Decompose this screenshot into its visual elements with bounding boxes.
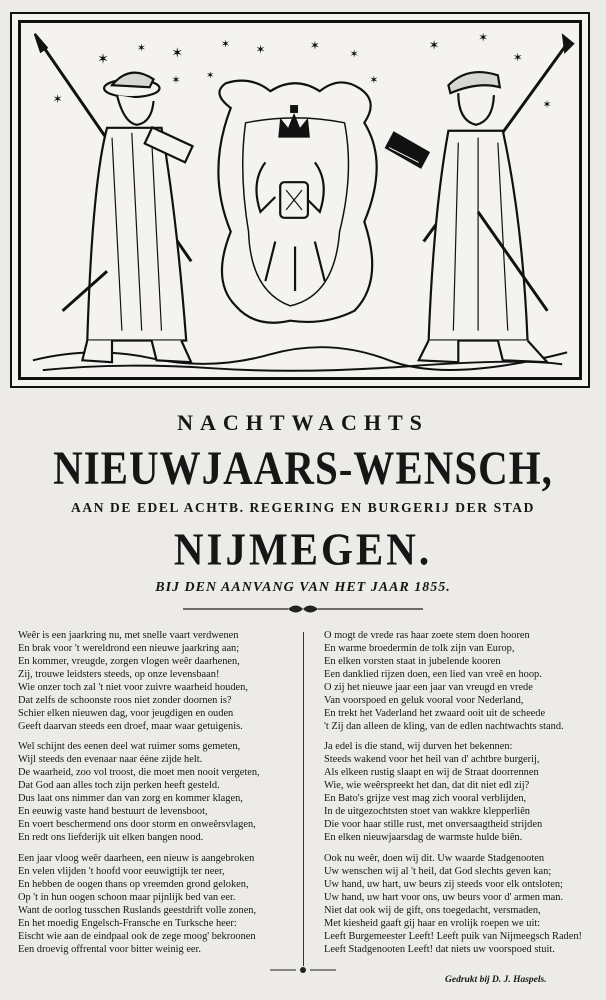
svg-text:✶: ✶ — [220, 38, 230, 51]
verse-line: O zij het nieuwe jaar een jaar van vreugd en vrede — [324, 682, 533, 693]
verse-line: En kommer, vreugde, zorgen vlogen weêr daarhenen, — [18, 656, 240, 667]
svg-text:✶: ✶ — [136, 42, 146, 55]
verse-line: Een jaar vloog weêr daarheen, een nieuw is aangebroken — [18, 853, 255, 864]
verse-line: Leeft Burgemeester Leeft! Leeft puik van Nijmeegsch Raden! — [324, 931, 583, 942]
verse-line: Die voor haar stille rust, met onversaagtheid strijden — [324, 819, 543, 830]
verse-line: En elken nieuwjaarsdag de warmste hulde biên. — [324, 832, 523, 843]
svg-text:✶: ✶ — [512, 50, 523, 65]
verse-line: Een droevig offrental voor bitter weinig eer. — [18, 944, 202, 955]
svg-text:✶: ✶ — [255, 42, 266, 57]
woodcut-scene — [12, 14, 588, 386]
woodcut-illustration — [10, 12, 590, 388]
svg-text:✶: ✶ — [52, 92, 63, 107]
verse-line: Leeft Stadgenooten Leeft! dat niets uw voorspoed stuit. — [324, 944, 555, 955]
stanza — [18, 852, 256, 956]
header-line: NACHTWACHTS — [177, 410, 429, 435]
stanza — [18, 740, 260, 844]
verse-line: Niet dat ook wij de gift, ons toegedacht, versmaden, — [324, 905, 541, 916]
verse-line: Geeft daarvan steeds een droef, maar waar getuigenis. — [18, 721, 243, 732]
crescent-moon-icon — [385, 42, 401, 72]
watchman-left-figure — [35, 34, 193, 362]
stanza — [324, 740, 542, 844]
verse-line: Weêr is een jaarkring nu, met snelle vaart verdwenen — [18, 630, 239, 641]
verse-line: Uw wenschen wij al 't heil, dat God slechts geven kan; — [324, 866, 552, 877]
verse-line: En redt ons liefderijk uit elken bangen nood. — [18, 832, 204, 843]
crown-icon — [278, 105, 310, 138]
svg-text:✶: ✶ — [349, 48, 359, 61]
svg-text:✶: ✶ — [309, 38, 320, 53]
verse-line: En trekt het Vaderland het zwaard ooit uit de scheede — [324, 708, 546, 719]
verse-line: Uw hand, uw hart voor ons, uw beurs voor d' armen man. — [324, 892, 564, 903]
stanza — [324, 629, 564, 733]
verse-line: Wel schijnt des eenen deel wat ruimer soms gemeten, — [18, 741, 241, 752]
svg-text:✶: ✶ — [171, 74, 181, 87]
verse-line: En velen vlijden 't hoofd voor eeuwigtijk ter neer, — [18, 866, 225, 877]
verse-line: En brak voor 't wereldrond een nieuwe jaarkring aan; — [18, 643, 240, 654]
dedication-line: AAN DE EDEL ACHTB. REGERING EN BURGERIJ DER STAD — [71, 500, 535, 515]
verse-line: Steeds wakend voor het heil van d' achtbre burgerij, — [324, 754, 540, 765]
main-title: NIEUWJAARS-WENSCH, — [53, 441, 553, 495]
verse-line: Wijl steeds den evenaar naar ééne zijde helt. — [18, 754, 203, 765]
year-line: BIJ DEN AANVANG VAN HET JAAR 1855. — [155, 580, 451, 595]
svg-text:✶: ✶ — [542, 98, 552, 111]
verse-line: En eeuwig vaste hand bestuurt de levensboot, — [18, 806, 208, 817]
svg-text:✶: ✶ — [206, 70, 215, 82]
verse-line: En het moedig Engelsch-Fransche en Turksche heer: — [18, 918, 237, 929]
verse-line: Ja edel is die stand, wij durven het bekennen: — [324, 741, 513, 752]
verse-line: Op 't in hun oogen schoon maar pijnlijk bed van eer. — [18, 892, 236, 903]
verse-line: Wie onzer toch zal 't niet voor zuivre waarheid houden, — [18, 682, 248, 693]
verse-line: Wie, wie weêrspreekt het dan, dat dit niet edl zij? — [324, 780, 530, 791]
verse-line: Van voorspoed en geluk vooral voor Nederland, — [324, 695, 524, 706]
verse-line: Schier elken nieuwen dag, voor jeugdigen en ouden — [18, 708, 234, 719]
printer-imprint: Gedrukt bij D. J. Haspels. — [445, 975, 547, 985]
verse-line: Een danklied rijzen doen, een lied van vreê en hoop. — [324, 669, 542, 680]
column-divider — [303, 632, 304, 966]
verse-line: Eischt wie aan de eindpaal ook de zege moog' bekroonen — [18, 931, 256, 942]
verse-line: En warme broedermin de tolk zijn van Europ, — [324, 643, 515, 654]
watchman-right-figure — [386, 36, 573, 362]
verse-line: Uw hand, uw hart, uw beurs zij steeds voor elk ontsloten; — [324, 879, 563, 890]
verse-line: En Bato's grijze vest mag zich vooral verblijden, — [324, 793, 527, 804]
svg-text:✶: ✶ — [478, 30, 489, 45]
verse-line: En voert beschermend ons door storm en onweêrsvlagen, — [18, 819, 256, 830]
stanza — [18, 629, 248, 733]
verse-line: Ook nu weêr, doen wij dit. Uw waarde Stadgenooten — [324, 853, 545, 864]
verse-line: Als elkeen rustig slaapt en wij de Straat doorrennen — [324, 767, 539, 778]
verse-line: Dat God aan alles toch zijn perken heeft gesteld. — [18, 780, 220, 791]
svg-text:✶: ✶ — [369, 74, 379, 87]
verse-line: In de uitgezochtsten stoet van wakkre klepperliên — [324, 806, 531, 817]
verse-line: Met kiesheid gaaft gij haar en vrolijk roepen we uit: — [324, 918, 541, 929]
coat-of-arms — [218, 81, 376, 323]
verse-line: Zij, trouwe leidsters steeds, op onze levensbaan! — [18, 669, 220, 680]
svg-text:✶: ✶ — [97, 51, 109, 67]
ornament-rule — [178, 602, 428, 616]
verse-line: Want de oorlog tusschen Ruslands geestdrift volle zonen, — [18, 905, 257, 916]
verse-line: De waarheid, zoo vol troost, die moet men nooit vergeten, — [18, 767, 260, 778]
verse-line: Dus laat ons nimmer dan van zorg en kommer klagen, — [18, 793, 243, 804]
closing-ornament — [268, 966, 338, 974]
svg-text:✶: ✶ — [428, 38, 440, 53]
verse-line: 't Zij dan alleen de kling, van de edlen nachtwachts stand. — [324, 721, 564, 732]
svg-text:✶: ✶ — [171, 45, 183, 61]
verse-line: O mogt de vrede ras haar zoete stem doen hooren — [324, 630, 530, 641]
city-title: NIJMEGEN. — [173, 523, 433, 575]
verse-line: En hebben de oogen thans op vreemden grond geloken, — [18, 879, 249, 890]
verse-line: Dat zelfs de schoonste roos niet zonder doornen is? — [18, 695, 232, 706]
verse-line: En elken vorsten staat in jubelende kooren — [324, 656, 501, 667]
stanza — [324, 852, 582, 956]
